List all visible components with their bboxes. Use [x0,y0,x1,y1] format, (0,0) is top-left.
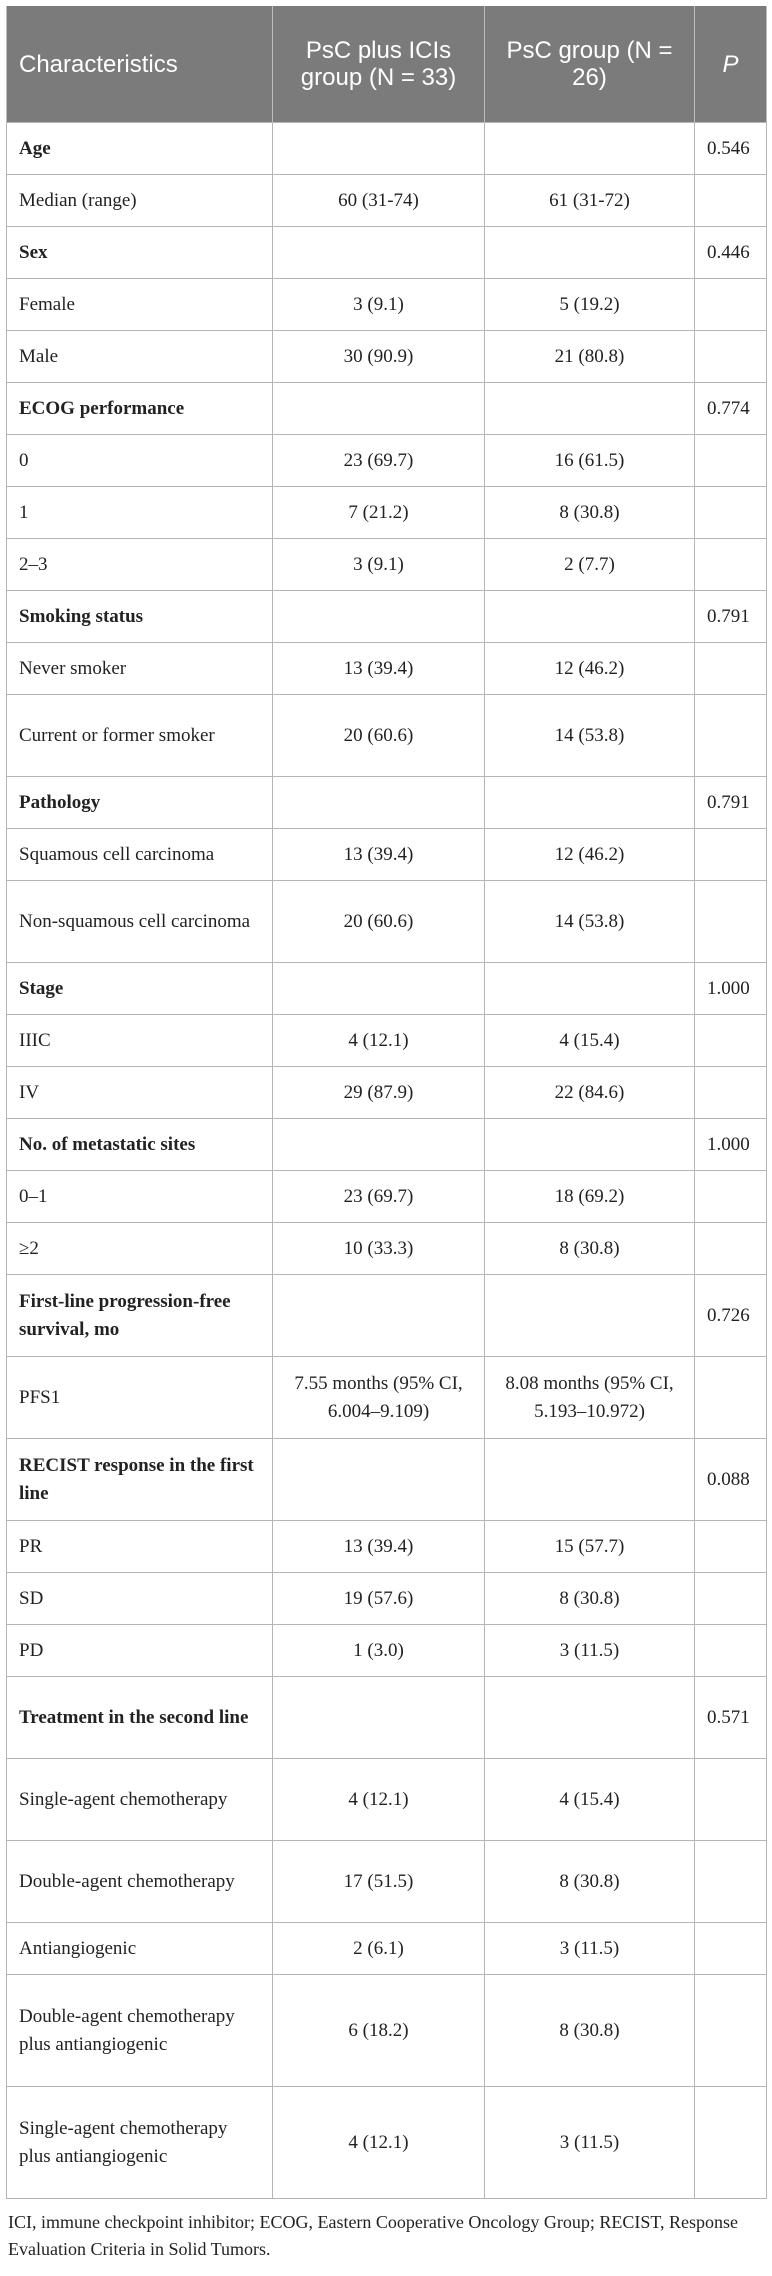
header-psc-plus-icis-group: PsC plus ICIs group (N = 33) [273,6,485,123]
psc-value: 14 (53.8) [485,881,695,963]
psc-plus-icis-value: 6 (18.2) [273,1975,485,2087]
psc-plus-icis-value: 13 (39.4) [273,1521,485,1573]
psc-value [485,123,695,175]
p-value [695,695,767,777]
p-value [695,1067,767,1119]
p-value [695,331,767,383]
row-label: Median (range) [7,175,273,227]
psc-plus-icis-value [273,123,485,175]
table-section-row [7,227,767,279]
table-row [7,1223,767,1275]
table-row [7,1975,767,2087]
psc-plus-icis-value: 19 (57.6) [273,1573,485,1625]
p-value [695,1841,767,1923]
psc-plus-icis-value: 7 (21.2) [273,487,485,539]
psc-value [485,1275,695,1357]
row-label: 0–1 [7,1171,273,1223]
psc-plus-icis-value [273,227,485,279]
p-value: 0.774 [695,383,767,435]
section-label: Treatment in the second line [7,1677,273,1759]
psc-value: 2 (7.7) [485,539,695,591]
p-value [695,1357,767,1439]
row-label: Double-agent chemotherapy [7,1841,273,1923]
row-label: Male [7,331,273,383]
row-label: 2–3 [7,539,273,591]
section-label: Stage [7,963,273,1015]
section-label: RECIST response in the first line [7,1439,273,1521]
psc-plus-icis-value: 10 (33.3) [273,1223,485,1275]
table-row [7,881,767,963]
psc-value [485,383,695,435]
psc-plus-icis-value [273,383,485,435]
psc-value: 8 (30.8) [485,1573,695,1625]
psc-plus-icis-value [273,591,485,643]
table-section-row [7,1439,767,1521]
psc-plus-icis-value: 3 (9.1) [273,279,485,331]
p-value: 0.546 [695,123,767,175]
table-section-row [7,1275,767,1357]
table-row [7,175,767,227]
psc-value [485,777,695,829]
table-footnote: ICI, immune checkpoint inhibitor; ECOG, Eastern Cooperative Oncology Group; RECIST, Response Evaluation Criteria in Solid Tumors. [8,2212,739,2259]
psc-value [485,963,695,1015]
p-value [695,881,767,963]
psc-plus-icis-value [273,1119,485,1171]
p-value [695,1923,767,1975]
table-row [7,695,767,777]
psc-value: 22 (84.6) [485,1067,695,1119]
psc-plus-icis-value: 23 (69.7) [273,1171,485,1223]
psc-value: 14 (53.8) [485,695,695,777]
section-label: Smoking status [7,591,273,643]
row-label: 0 [7,435,273,487]
table-section-row [7,123,767,175]
table-section-row [7,591,767,643]
psc-value [485,1119,695,1171]
table-row [7,1521,767,1573]
row-label: PD [7,1625,273,1677]
p-value [695,1759,767,1841]
row-label: Squamous cell carcinoma [7,829,273,881]
row-label: IIIC [7,1015,273,1067]
p-value [695,1625,767,1677]
table-header-row [7,6,767,123]
section-label: Age [7,123,273,175]
psc-value: 16 (61.5) [485,435,695,487]
table-section-row [7,963,767,1015]
psc-plus-icis-value: 13 (39.4) [273,829,485,881]
p-value [695,2087,767,2199]
table-row [7,435,767,487]
psc-value: 3 (11.5) [485,1923,695,1975]
characteristics-table [6,6,767,2199]
psc-value: 4 (15.4) [485,1015,695,1067]
row-label: Antiangiogenic [7,1923,273,1975]
row-label: ≥2 [7,1223,273,1275]
table-row [7,1625,767,1677]
table-row [7,1015,767,1067]
psc-plus-icis-value: 4 (12.1) [273,1759,485,1841]
psc-value [485,591,695,643]
p-value: 1.000 [695,1119,767,1171]
psc-plus-icis-value [273,1677,485,1759]
table-section-row [7,777,767,829]
p-value [695,1015,767,1067]
psc-plus-icis-value: 17 (51.5) [273,1841,485,1923]
psc-plus-icis-value: 29 (87.9) [273,1067,485,1119]
p-value [695,1573,767,1625]
psc-value: 21 (80.8) [485,331,695,383]
psc-plus-icis-value [273,963,485,1015]
p-value [695,1223,767,1275]
header-p-value: P [695,6,767,123]
psc-value: 12 (46.2) [485,829,695,881]
psc-value: 3 (11.5) [485,2087,695,2199]
psc-value: 8 (30.8) [485,487,695,539]
row-label: Single-agent chemotherapy [7,1759,273,1841]
table-row [7,487,767,539]
table-section-row [7,1677,767,1759]
p-value [695,539,767,591]
row-label: Double-agent chemotherapy plus antiangiogenic [7,1975,273,2087]
psc-value: 8.08 months (95% CI, 5.193–10.972) [485,1357,695,1439]
section-label: No. of metastatic sites [7,1119,273,1171]
table-row [7,331,767,383]
p-value: 0.791 [695,777,767,829]
row-label: Current or former smoker [7,695,273,777]
section-label: First-line progression-free survival, mo [7,1275,273,1357]
psc-value: 8 (30.8) [485,1223,695,1275]
row-label: 1 [7,487,273,539]
p-value: 0.571 [695,1677,767,1759]
psc-value: 12 (46.2) [485,643,695,695]
psc-value: 5 (19.2) [485,279,695,331]
table-row [7,1171,767,1223]
psc-value [485,1439,695,1521]
psc-plus-icis-value: 23 (69.7) [273,435,485,487]
psc-plus-icis-value: 4 (12.1) [273,1015,485,1067]
psc-plus-icis-value: 20 (60.6) [273,881,485,963]
table-row [7,829,767,881]
psc-plus-icis-value: 3 (9.1) [273,539,485,591]
table-row [7,1573,767,1625]
psc-value: 8 (30.8) [485,1841,695,1923]
row-label: Never smoker [7,643,273,695]
p-value [695,643,767,695]
table-body [7,123,767,2199]
p-value [695,829,767,881]
row-label: PR [7,1521,273,1573]
psc-plus-icis-value: 2 (6.1) [273,1923,485,1975]
psc-plus-icis-value: 30 (90.9) [273,331,485,383]
row-label: Non-squamous cell carcinoma [7,881,273,963]
table-section-row [7,383,767,435]
psc-plus-icis-value [273,777,485,829]
section-label: ECOG performance [7,383,273,435]
psc-plus-icis-value [273,1439,485,1521]
row-label: Single-agent chemotherapy plus antiangiogenic [7,2087,273,2199]
section-label: Pathology [7,777,273,829]
p-value [695,1521,767,1573]
p-value [695,1975,767,2087]
psc-plus-icis-value: 7.55 months (95% CI, 6.004–9.109) [273,1357,485,1439]
p-value [695,279,767,331]
table-row [7,1923,767,1975]
psc-value: 61 (31-72) [485,175,695,227]
p-value: 1.000 [695,963,767,1015]
p-value: 0.791 [695,591,767,643]
psc-value: 15 (57.7) [485,1521,695,1573]
table-row [7,1759,767,1841]
row-label: SD [7,1573,273,1625]
table-row [7,643,767,695]
p-value [695,175,767,227]
table-section-row [7,1119,767,1171]
row-label: Female [7,279,273,331]
psc-value: 4 (15.4) [485,1759,695,1841]
section-label: Sex [7,227,273,279]
p-value [695,487,767,539]
table-row [7,1357,767,1439]
table-row [7,279,767,331]
psc-plus-icis-value: 4 (12.1) [273,2087,485,2199]
p-value: 0.088 [695,1439,767,1521]
row-label: PFS1 [7,1357,273,1439]
psc-plus-icis-value: 20 (60.6) [273,695,485,777]
p-value [695,1171,767,1223]
row-label: IV [7,1067,273,1119]
table-row [7,1841,767,1923]
p-value [695,435,767,487]
psc-value: 18 (69.2) [485,1171,695,1223]
header-psc-group: PsC group (N = 26) [485,6,695,123]
table-row [7,2087,767,2199]
table-row [7,539,767,591]
table-row [7,1067,767,1119]
p-value: 0.446 [695,227,767,279]
psc-plus-icis-value: 60 (31-74) [273,175,485,227]
table-container [6,6,766,2263]
psc-plus-icis-value: 1 (3.0) [273,1625,485,1677]
psc-value [485,227,695,279]
psc-value: 3 (11.5) [485,1625,695,1677]
psc-plus-icis-value [273,1275,485,1357]
psc-plus-icis-value: 13 (39.4) [273,643,485,695]
psc-value [485,1677,695,1759]
p-value: 0.726 [695,1275,767,1357]
psc-value: 8 (30.8) [485,1975,695,2087]
header-characteristics: Characteristics [7,6,273,123]
